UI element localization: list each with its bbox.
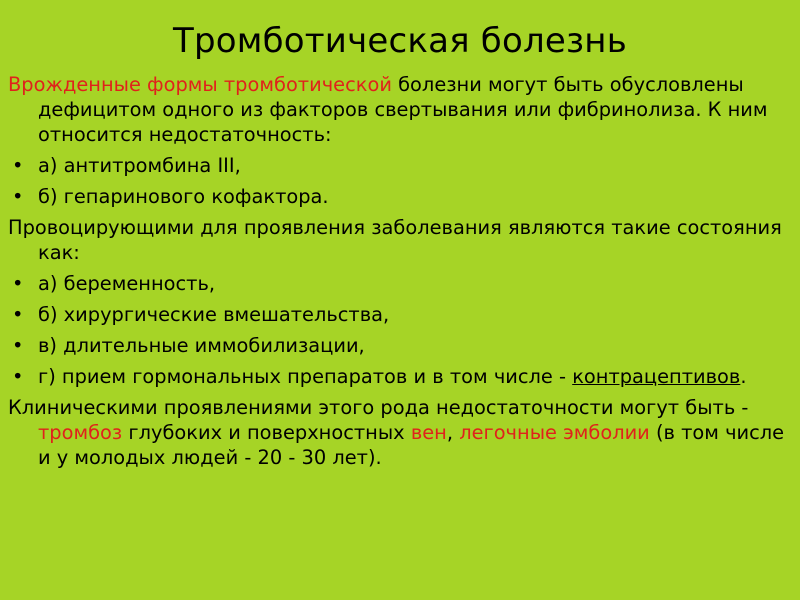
list-item-antithrombin <box>8 153 792 178</box>
bullet-icon: • <box>12 303 24 326</box>
list-item-text: а) антитромбина III, <box>38 154 241 177</box>
highlight-pulmonary-embolism: легочные эмболии <box>459 421 650 444</box>
list-item-text: в) длительные иммобилизации, <box>38 334 365 357</box>
highlight-veins: вен <box>410 421 447 444</box>
highlight-thrombosis: тромбоз <box>38 421 123 444</box>
list-item-suffix: . <box>740 365 747 388</box>
list-item-immobilization <box>8 333 792 358</box>
list-item-text: б) хирургические вмешательства, <box>38 303 390 326</box>
contraceptives-term: контрацептивов <box>572 365 741 388</box>
slide-body <box>8 72 792 476</box>
list-item-text: г) прием гормональных препаратов и в том числе - <box>38 365 573 388</box>
bullet-icon: • <box>12 272 24 295</box>
clinical-text-d: (в том числе и у молодых людей - 20 - 30 лет). <box>38 421 785 469</box>
bullet-icon: • <box>12 334 24 357</box>
bullet-icon: • <box>12 185 24 208</box>
list-item-surgery <box>8 302 792 327</box>
highlight-congenital-forms: Врожденные формы тромботической <box>8 73 392 96</box>
list-item-text: а) беременность, <box>38 272 216 295</box>
intro-paragraph <box>8 72 792 147</box>
clinical-text-c: , <box>446 421 460 444</box>
clinical-manifestations-paragraph <box>8 395 792 470</box>
slide-title: Тромботическая болезнь <box>173 21 627 61</box>
bullet-icon: • <box>12 365 24 388</box>
intro-paragraph-text: болезни могут быть обусловлены дефицитом одного из факторов свертывания или фибринолиза. К ним относится недостаточность: <box>38 73 768 146</box>
list-item-heparin-cofactor <box>8 184 792 209</box>
clinical-text-a: Клиническими проявлениями этого рода недостаточности могут быть - <box>8 396 749 419</box>
provoking-factors-paragraph: Провоцирующими для проявления заболевания являются такие состояния как: <box>8 216 782 264</box>
bullet-icon: • <box>12 154 24 177</box>
list-item-text: б) гепаринового кофактора. <box>38 185 329 208</box>
list-item-hormonal-drugs <box>8 364 792 389</box>
list-item-pregnancy <box>8 271 792 296</box>
clinical-text-b: глубоких и поверхностных <box>122 421 411 444</box>
